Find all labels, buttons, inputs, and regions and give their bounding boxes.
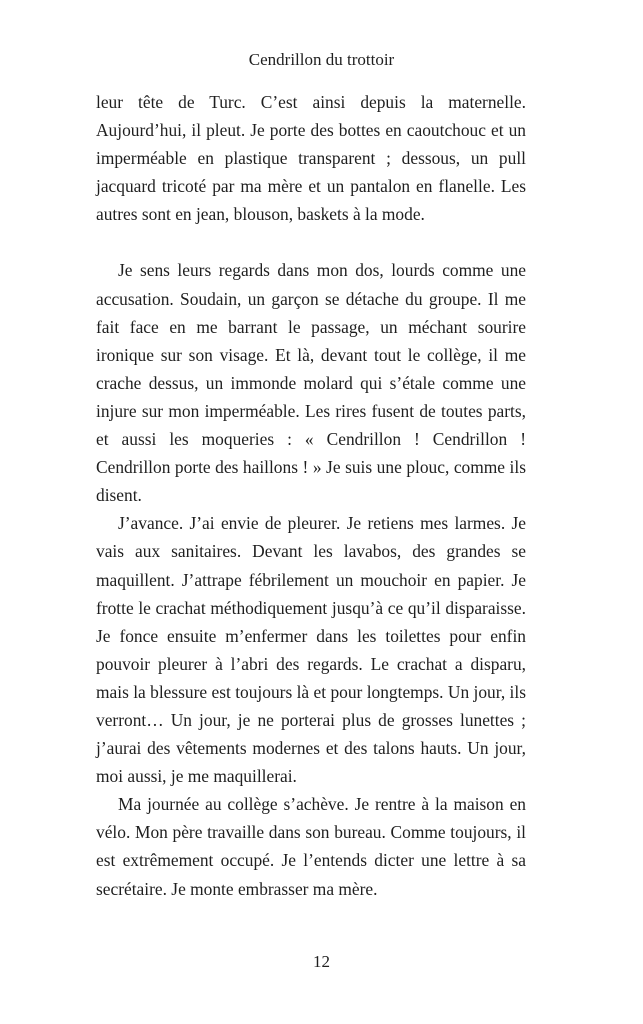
page-number: 12 [313,952,330,971]
paragraph-1: leur tête de Turc. C’est ainsi depuis la maternelle. Aujourd’hui, il pleut. Je porte des bottes en caoutchouc et un imperméable en plastique transparent ; dessous, un pull jacquard tricoté par ma mère et un pantalon en flanelle. Les autres sont en jean, blouson, baskets à la mode. [96,92,526,225]
paragraph-3: J’avance. J’ai envie de pleurer. Je retiens mes larmes. Je vais aux sanitaires. Devant les lavabos, des grandes se maquillent. J’attrape fébrilement un mouchoir en papier. Je frotte le crachat méthodiquement jusqu’à ce qu’il disparaisse. Je fonce ensuite m’enfermer dans les toilettes pour enfin pouvoir pleurer à l’abri des regards. Le crachat a disparu, mais la blessure est toujours là et pour longtemps. Un jour, ils verront… Un jour, je ne porterai plus de grosses lunettes ; j’aurai des vêtements modernes et des talons hauts. Un jour, moi aussi, je me maquillerai. [96,513,526,787]
body-text [96,88,526,903]
paragraph-2: Je sens leurs regards dans mon dos, lourds comme une accusation. Soudain, un garçon se détache du groupe. Il me fait face en me barrant le passage, un méchant sourire ironique sur son visage. Et là, devant tout le collège, il me crache dessus, un immonde molard qui s’étale comme une injure sur mon imperméable. Les rires fusent de toutes parts, et aussi les moqueries : « Cendrillon ! Cendrillon ! Cendrillon porte des haillons ! » Je suis une plouc, comme ils disent. [96,260,526,506]
running-header: Cendrillon du trottoir [248,50,395,69]
paragraph-4: Ma journée au collège s’achève. Je rentre à la maison en vélo. Mon père travaille dans son bureau. Comme toujours, il est extrêmement occupé. Je l’entends dicter une lettre à sa secrétaire. Je monte embrasser ma mère. [96,794,526,899]
